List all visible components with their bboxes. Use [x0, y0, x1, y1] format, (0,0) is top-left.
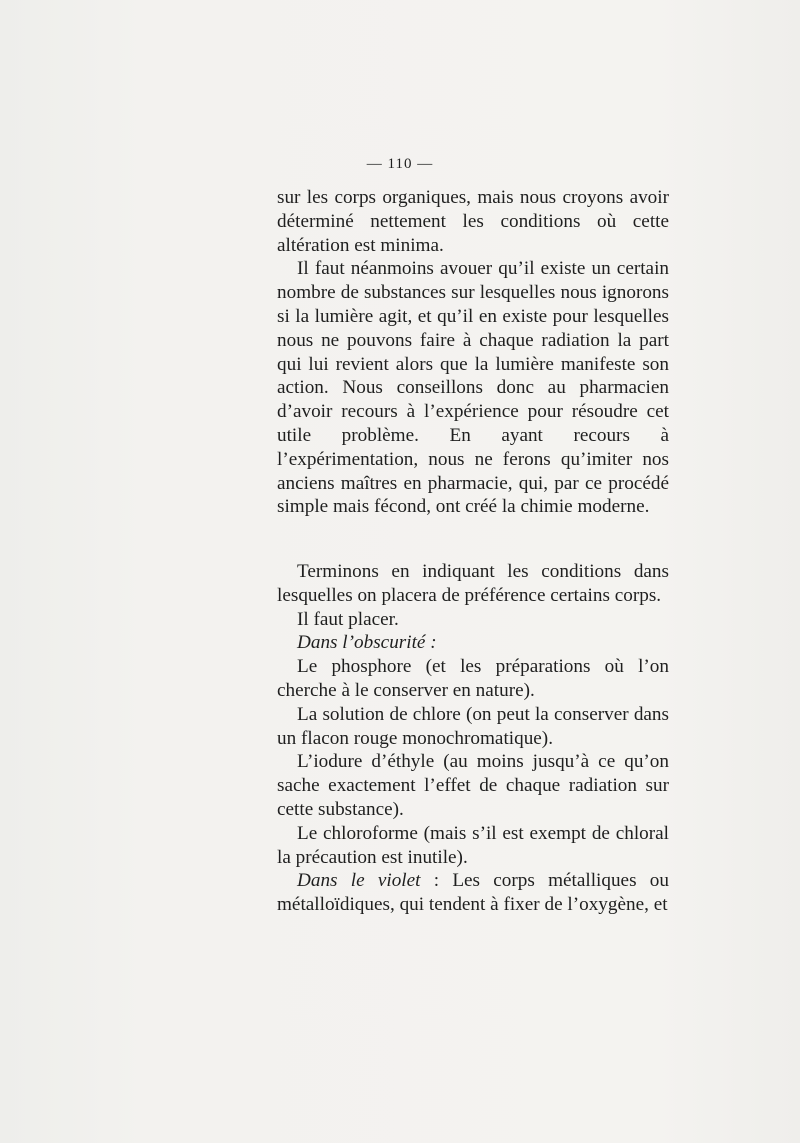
item-iodure: L’iodure d’éthyle (au moins jusqu’à ce qu’on sache exactement l’effet de chaque radiation sur cette substance). [277, 751, 669, 820]
text-block-top [277, 186, 669, 519]
paragraph-il-faut-placer: Il faut placer. [297, 608, 399, 630]
violet-text: : Les corps métalliques ou métalloïdiques, qui tendent à fixer de l’oxygène, et [277, 870, 669, 916]
item-phosphore: Le phosphore (et les préparations où l’on cherche à le conserver en nature). [277, 656, 669, 701]
paragraph-conditions: Terminons en indiquant les conditions dans lesquelles on placera de préférence certains corps. [277, 561, 669, 606]
page-number: — 110 — [366, 156, 434, 172]
paragraph-violet [277, 869, 669, 917]
item-chlore: La solution de chlore (on peut la conserver dans un flacon rouge monochromatique). [277, 703, 669, 749]
text-block-bottom [277, 560, 669, 917]
paragraph-light-substances: Il faut néanmoins avouer qu’il existe un certain nombre de substances sur lesquelles nous ignorons si la lumière agit, et qu’il en existe pour lesquelles nous ne pouvons faire à chaque radiation la part qui lui revient alors que la lumière manifeste son action. Nous conseillons donc au pharmacien d’avoir recours à l’expérience pour résoudre cet utile problème. En ayant recours à l’expérimentation, nous ne ferons qu’imiter nos anciens maîtres en pharmacie, qui, par ce procédé simple mais fécond, ont créé la chimie moderne. [277, 258, 669, 518]
item-chloroforme: Le chloroforme (mais s’il est exempt de chloral la précaution est inutile). [277, 822, 669, 868]
heading-obscurite: Dans l’obscurité : [297, 632, 437, 654]
paragraph-continuation: sur les corps organiques, mais nous croyons avoir déterminé nettement les conditions où cette altération est minima. [277, 187, 669, 256]
heading-violet: Dans le violet [297, 870, 421, 892]
